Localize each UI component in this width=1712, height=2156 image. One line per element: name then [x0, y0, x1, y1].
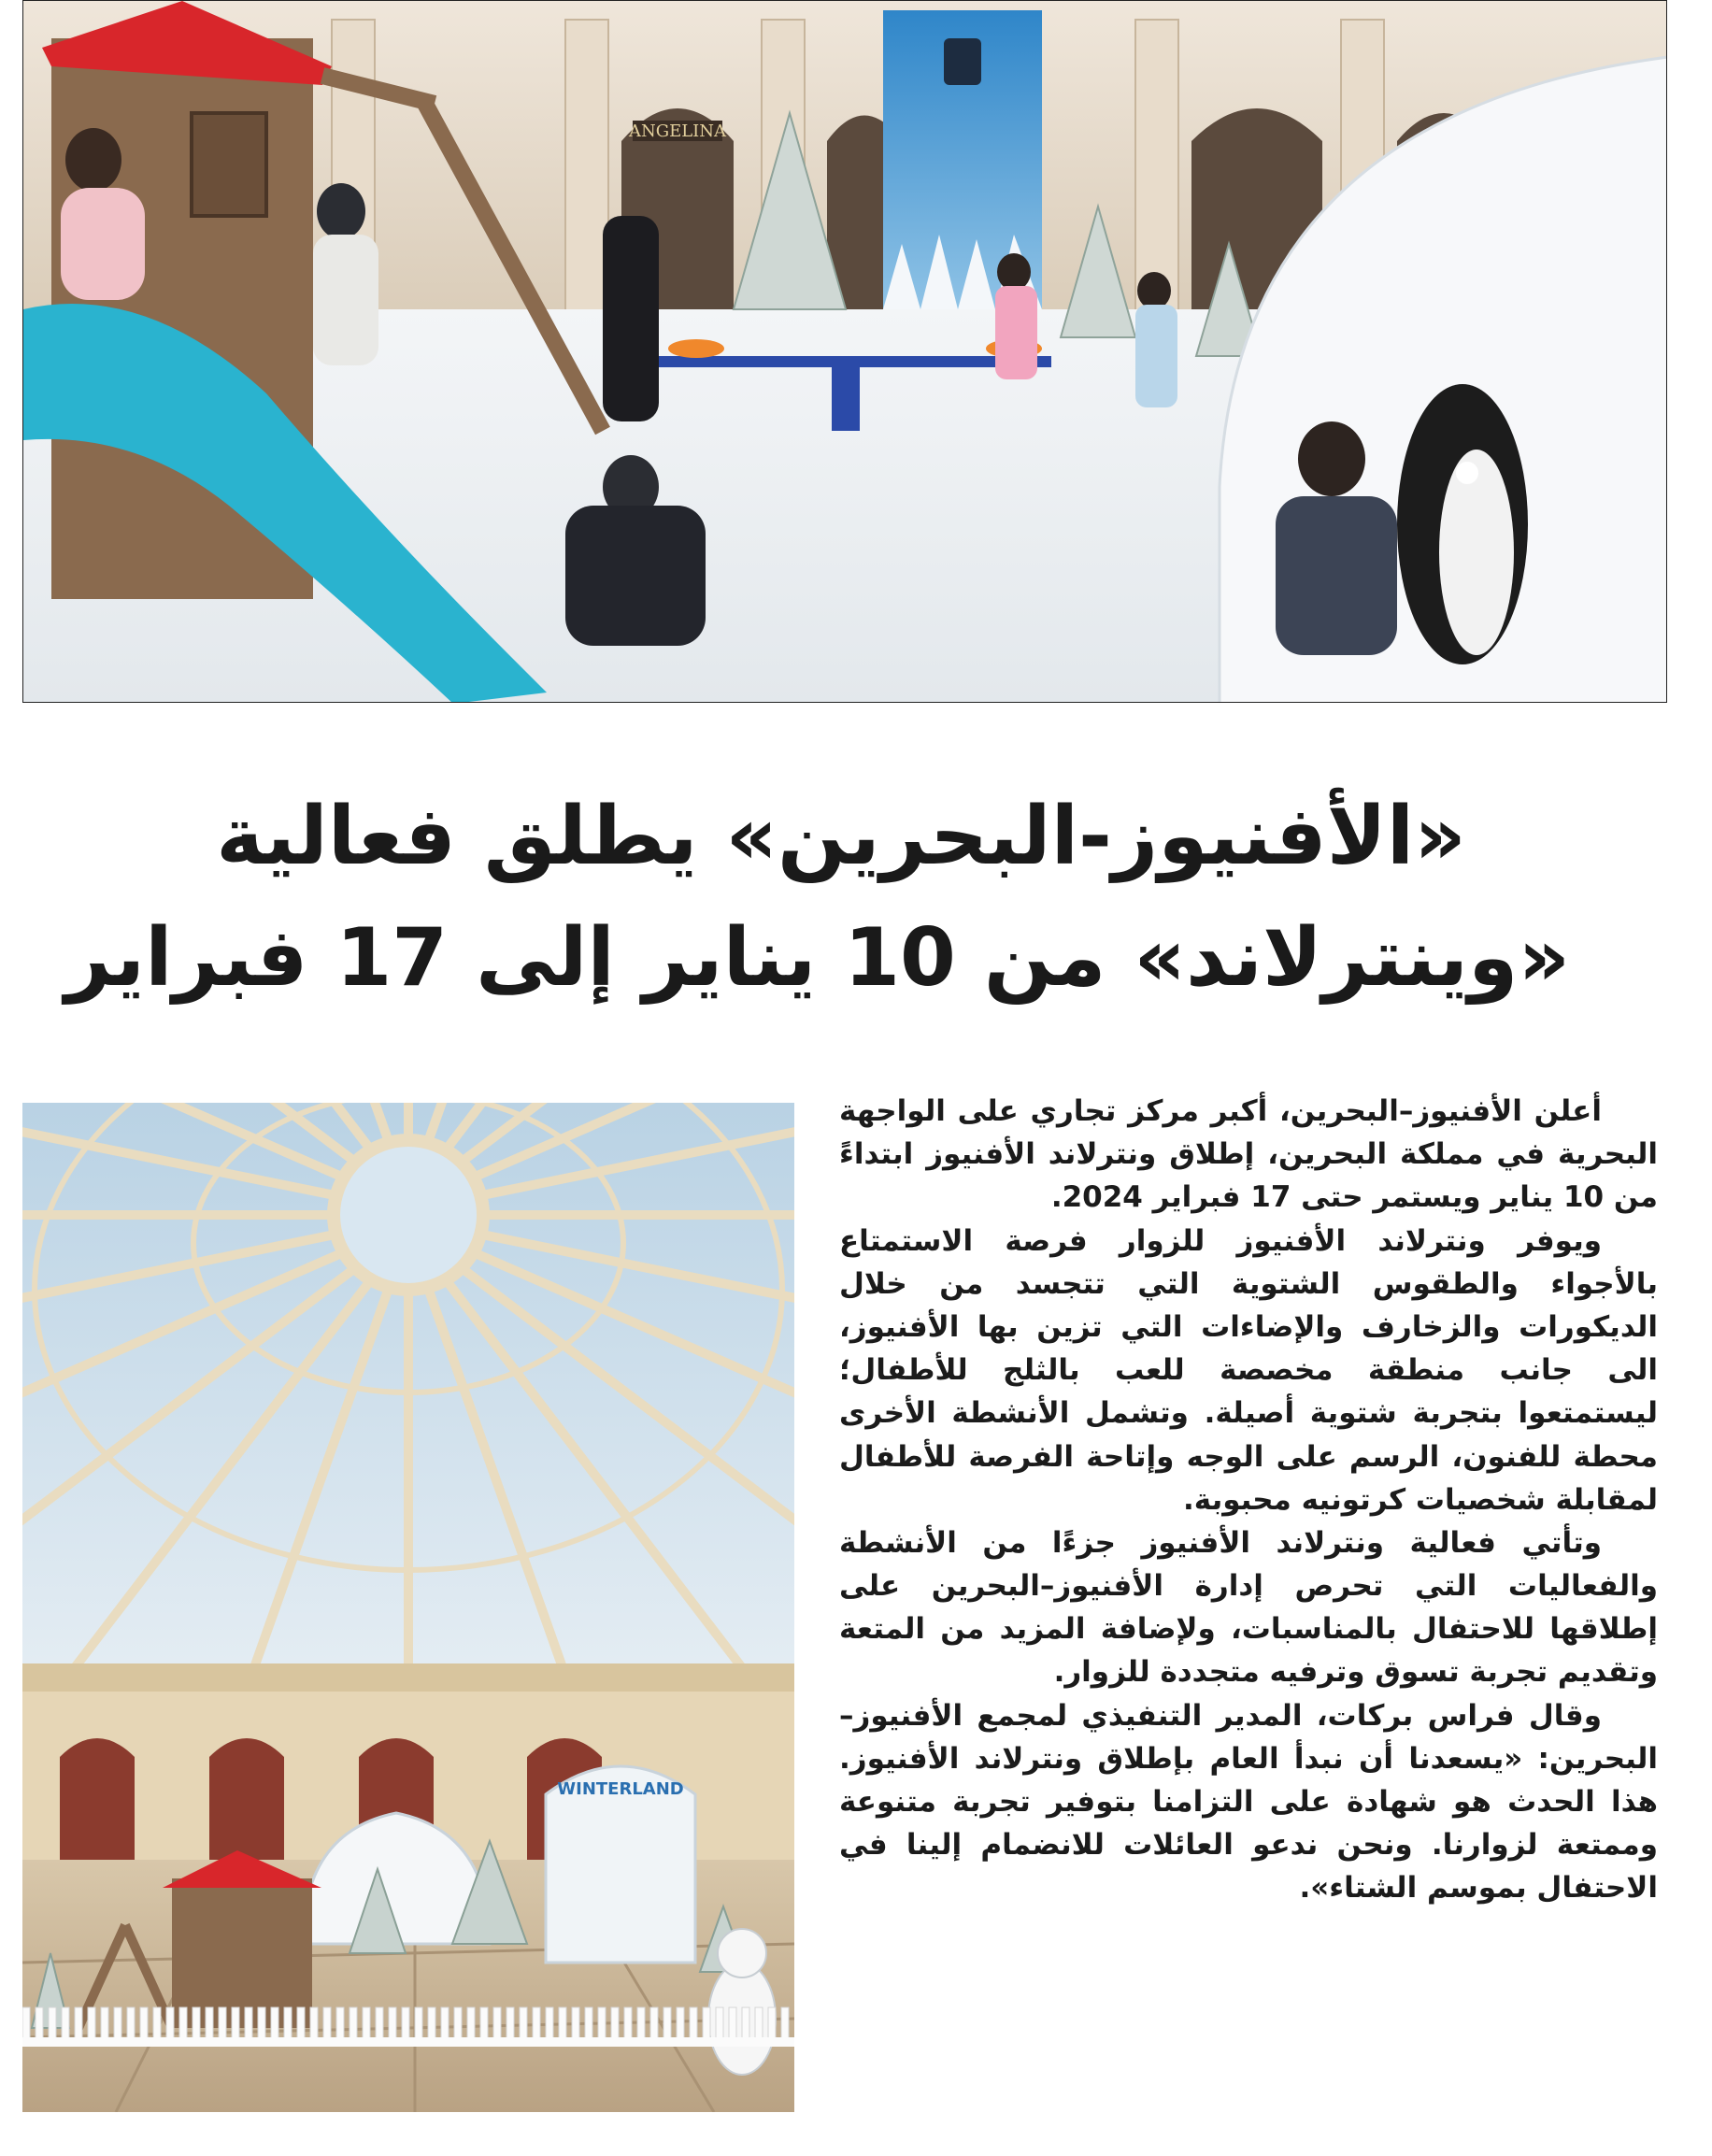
bottom-photo: [22, 1103, 794, 2112]
headline-line-2: «وينترلاند» من 10 يناير إلى 17 فبراير: [64, 911, 1570, 1005]
article-line: من 10 يناير ويستمر حتى 17 فبراير 2024.: [1050, 1180, 1658, 1215]
article-line: لمقابلة شخصيات كرتونيه محبوبة.: [1183, 1482, 1658, 1517]
article-line: وتقديم تجربة تسوق وترفيه متجددة للزوار.: [1053, 1655, 1658, 1690]
top-photo: [22, 0, 1667, 703]
article-line: إطلاقها للاحتفال بالمناسبات، ولإضافة المزيد من المتعة: [839, 1612, 1658, 1647]
winterland-sign: WINTERLAND: [557, 1779, 684, 1799]
article-line: الاحتفال بموسم الشتاء».: [1299, 1871, 1658, 1906]
article-line: وتأتي فعالية ونترلاند الأفنيوز جزءًا من الأنشطة: [839, 1525, 1602, 1560]
article-body: [839, 1090, 1658, 2127]
article-line: والفعاليات التي تحرص إدارة الأفنيوز–البحرين على: [839, 1569, 1658, 1604]
article-line: ليستمتعوا بتجربة شتوية أصيلة. وتشمل الأنشطة الأخرى: [839, 1396, 1658, 1431]
article-line: هذا الحدث هو شهادة على التزامنا بتوفير تجربة متنوعة: [839, 1785, 1658, 1819]
article-line: أعلن الأفنيوز–البحرين، أكبر مركز تجاري على الواجهة: [839, 1094, 1602, 1128]
article-line: وقال فراس بركات، المدير التنفيذي لمجمع الأفنيوز–: [839, 1698, 1602, 1733]
article-line: محطة للفنون، الرسم على الوجه وإتاحة الفرصة للأطفال: [839, 1439, 1658, 1474]
article-line: ويوفر ونترلاند الأفنيوز للزوار فرصة الاستمتاع: [839, 1223, 1602, 1258]
article-line: الديكورات والزخارف والإضاءات التي تزين بها الأفنيوز،: [839, 1309, 1658, 1344]
polar-bear-figure: [708, 1929, 776, 2075]
article-line: وممتعة لزوارنا. ونحن ندعو العائلات للانضمام إلينا في: [839, 1828, 1658, 1863]
penguin-figure: [1397, 384, 1528, 664]
article-line: البحرية في مملكة البحرين، إطلاق ونترلاند الأفنيوز ابتداءً: [839, 1137, 1658, 1172]
article-line: البحرين: «يسعدنا أن نبدأ العام بإطلاق ونترلاند الأفنيوز.: [839, 1741, 1658, 1776]
headline-line-1: «الأفنيوز-البحرين» يطلق فعالية: [216, 790, 1466, 883]
dome-oculus: [334, 1140, 483, 1290]
article-line: الى جانب منطقة مخصصة للعب بالثلج للأطفال؛: [839, 1353, 1658, 1388]
gondola-icon: [944, 38, 981, 85]
headline: [64, 776, 1570, 1028]
article-line: بالأجواء والطقوس الشتوية التي تتجسد من خلال: [839, 1266, 1658, 1301]
storefront-sign: ANGELINA: [628, 121, 727, 141]
